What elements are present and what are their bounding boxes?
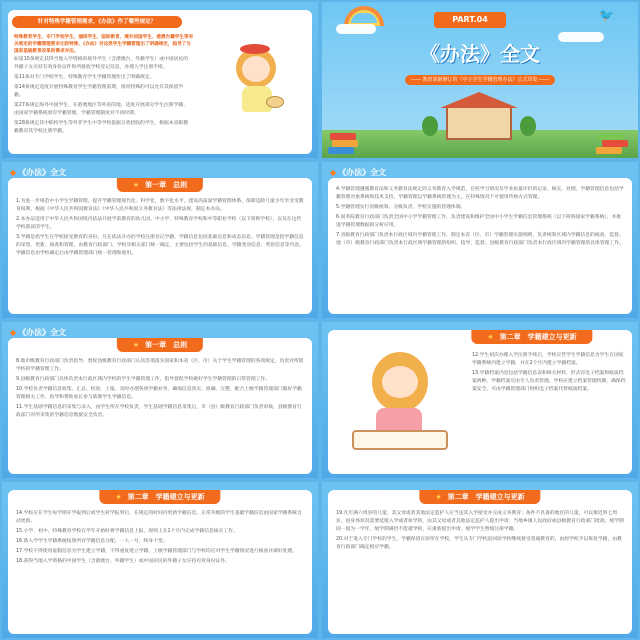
section-heading: ◆ 《办法》全文 (10, 328, 67, 337)
slide-cover (322, 2, 638, 158)
paragraph: 14.学校应在学生每学期开学报到后或学生转学报到后，在规定的时间内更新学籍信息，正常升级的学生基础学籍信息由国家学籍系统自动更新。 (16, 511, 302, 524)
paragraph: 5.学籍管理实行省级统筹、分级负责、学校实施的管理体制。 (336, 205, 466, 210)
paragraph: 20.对于进入专门学校的学生，学籍保留在原所在学校，学生从专门学校返回原学校继续接受普通教育的，由原学校予以恢复学籍，由教育行政部门确定相应学籍。 (336, 537, 622, 550)
star-icon: ★ (435, 493, 442, 501)
paragraph: 12.学生初次办理入学注册手续后，学校应凭学生学籍信息为学生在国家学籍系统内建立学籍，并在2个月内建立学籍档案。 (472, 353, 624, 366)
paragraph: 6.国务院教育行政部门负责全国中小学学籍管理工作，负责建设和维护全国中小学生学籍信息管理系统（以下简称国家学籍系统），并推进学籍管理数据的分析应用。 (336, 215, 622, 228)
paragraph: 第27条规定海外中国学生、在港澳地区等外的的地，适度开展部分学生注册学籍、由国家学籍系统原有学籍管理，学籍管理制度对不同时期。 (14, 103, 188, 116)
chapter-tab: ★ 第二章 学籍建立与更新 (471, 330, 592, 344)
paragraph: 15.小学、初中、特殊教育学校在学年开始时将学籍信息上报，原则上在1个月内完成学籍信息核实工作。 (16, 529, 238, 534)
paragraph-list (16, 510, 304, 568)
paragraph-list (14, 56, 192, 138)
chapter-tab: ★ 第二章 学籍建立与更新 (99, 490, 220, 504)
paragraph: 第28条规定其中职校学生等外非学生中等学校依据分类招收的学生，根据本省职教籍教育其学校注册学籍。 (14, 121, 188, 134)
paragraph: 如第10条规定获得当地入学资格的境外学生（含港澳台、外籍学生）或中国居民的外籍子女应持有效身份证件和所接收学校登记信息，办理入学注册手续。 (14, 57, 188, 70)
section-heading: ◆ 《办法》全文 (330, 168, 387, 177)
star-icon: ★ (132, 341, 140, 349)
paragraph: 4.学籍管理遵循教育法和义务教育法规定的义务教育入学规范，在校学习情况及学业质量评价的记录、核实、处理。学籍管理信息包括学籍管理对象系统和技术支持，学籍管理以学籍系统管理为主。在特殊情况下可使用传统方式管理。 (336, 187, 624, 200)
paragraph: 3.学籍是指学生在学校接受教育的身份。凡在依法开办的学校注册登记学籍，学籍信息包括基础信息和动态信息。学籍管理是指学籍信息的采集、更新、核查和管理，由教育行政部门、学校及相关部门统一确定，主要包括学生的基础信息、学籍变动信息、奖惩信息等内容。学籍信息由学校确定后由学籍管理部门统一管理和使用。 (16, 235, 304, 256)
paragraph: 16.新入学学生学籍系统按照所有学籍信息分配，一人一号，终身不变。 (16, 539, 168, 544)
star-icon: ★ (487, 333, 494, 341)
chapter-tab: ★ 第二章 学籍建立与更新 (419, 490, 540, 504)
slide-chapter2-c (322, 482, 638, 638)
open-book-icon (352, 430, 448, 450)
rainbow-icon (344, 6, 384, 26)
paragraph: 9.县级教育行政部门具体负责本行政区域内学校的学生学籍管理工作，指导督促学校做好学生学籍管理的日常管理工作。 (16, 377, 271, 382)
slide-chapter1-c (2, 322, 318, 478)
slide-question (2, 2, 318, 158)
cover-subtitle: —— 教育部新修订的《中小学生学籍管理办法》正式印发 —— (342, 76, 618, 83)
paragraph: 11.学生基础学籍信息的采集与录入，由学生所在学校负责，学生基础学籍信息采集后，市（县）级教育行政部门负责审核，县级教育行政部门对所采集的学籍信息数据安全负责。 (16, 405, 302, 418)
slide-chapter2-b (2, 482, 318, 638)
paragraph: 10.学校负责学籍信息收集、汇总、校验、上报，及时办理各项学籍业务，确保信息真实、准确、完整，配合上级学籍管理部门做好学籍管理相关工作，指导和帮助家长参与新教学生学籍信息。 (16, 387, 302, 400)
paragraph-list (16, 358, 304, 422)
chapter-tab: ★ 第一章 总则 (117, 178, 203, 192)
paragraph-list (336, 186, 624, 250)
part-badge: PART.04 (434, 12, 506, 28)
cover-title: 《办法》全文 (420, 42, 540, 66)
question-bar: 针对特殊学籍管理需求，《办法》作了哪些规定？ (12, 16, 182, 28)
bird-icon: 🐦 (599, 8, 614, 22)
paragraph: 第11条对专门学校学生、特殊教育学生学籍管理作出了明确规定。 (14, 75, 155, 80)
slide-chapter1-b (322, 162, 638, 318)
paragraph: 17.学校不得使用虚假信息为学生建立学籍，不得重复建立学籍，上级学籍管理部门与学校均应对学生学籍情况进行核查并做好处理。 (16, 549, 298, 554)
section-heading: ◆ 《办法》全文 (10, 168, 67, 177)
paragraph: 第14条规定适度开展特殊教育学生学籍管理前期，情况特殊的可以允许其保留学籍。 (14, 85, 184, 98)
paragraph-list (472, 352, 628, 396)
painter-girl-illustration (216, 42, 296, 142)
star-icon: ★ (132, 181, 140, 189)
star-icon: ★ (115, 493, 122, 501)
paragraph: 8.地市级教育行政部门负责指导、督促县级教育行政部门认真贯彻落实国家和本省（区、市）关于学生学籍管理的各项规定，负责对所辖学校的学籍管理工作。 (16, 359, 304, 372)
paragraph: 2.本办法适用于中华人民共和国境内依法开展学前教育的幼儿园、中小学、特殊教育学校和中等职业学校（以下简称学校），以及在这些学校就读的学生。 (16, 217, 302, 230)
paragraph: 19.凡年满六周岁的儿童，其父母或者其他法定监护人应当送其入学接受并完成义务教育；条件不具备的地区的儿童，可以推迟到七周岁。因身体状况需要延缓入学或者休学的，由其父母或者其他法定监护人提出申请，当地乡镇人民政府或县级教育行政部门批准。缓学期间一般为一学年，缓学期满仍不能就学的，应重新提出申请。缓学学生暂缓注册学籍。 (336, 511, 624, 532)
reading-girl-illustration (342, 342, 462, 462)
palette-icon (266, 96, 284, 108)
paragraph: 18.获得当地入学资格的中国学生（含港澳台、外籍学生）或中国居民的外籍子女应持有效身份证件。 (16, 559, 230, 564)
intro-text: 特殊教育学生、专门学校学生、插班学生、国际教育、境外回国学生、港澳台籍学生等有关规定的学籍管理要求比较特殊，《办法》对这类学生学籍管理出了明确规定，指导了与国家基础教育改革的需求对应。 (14, 35, 194, 54)
school-building-icon (446, 106, 512, 140)
paragraph-list (336, 510, 624, 554)
paragraph: 13.学籍档案内容包括学籍信息表和相关材料，形式有电子档案和纸质档案两种。学籍档案应由专人负责管理，学校应建立档案管理机制，确保档案安全，可由学籍管理部门组织电子档案代替纸质档案。 (472, 371, 626, 392)
slide-chapter1-a (2, 162, 318, 318)
paragraph-list (16, 198, 304, 260)
slide-chapter2-a (322, 322, 638, 478)
chapter-tab: ★ 第一章 总则 (117, 338, 203, 352)
paragraph: 7.省级教育行政部门负责本行政区域内学籍管理工作，制定本省（区、市）学籍管理实施细则，负责统筹区域内学籍信息的核查、监督。地（市）级教育行政部门负责本行政区域学籍管理的组织、指导、监督。县级教育行政部门负责本行政区域内学籍管理的具体管理工作。 (336, 233, 624, 246)
paragraph: 1.为进一步规范中小学生学籍管理，提升学籍管理现代化、科学化、数字化水平，建设高质量学籍管理体系，保障适龄儿童少年享受受教育权利，根据《中华人民共和国教育法》《中华人民共和国义务教育法》等法律法规，制定本办法。 (16, 199, 304, 212)
